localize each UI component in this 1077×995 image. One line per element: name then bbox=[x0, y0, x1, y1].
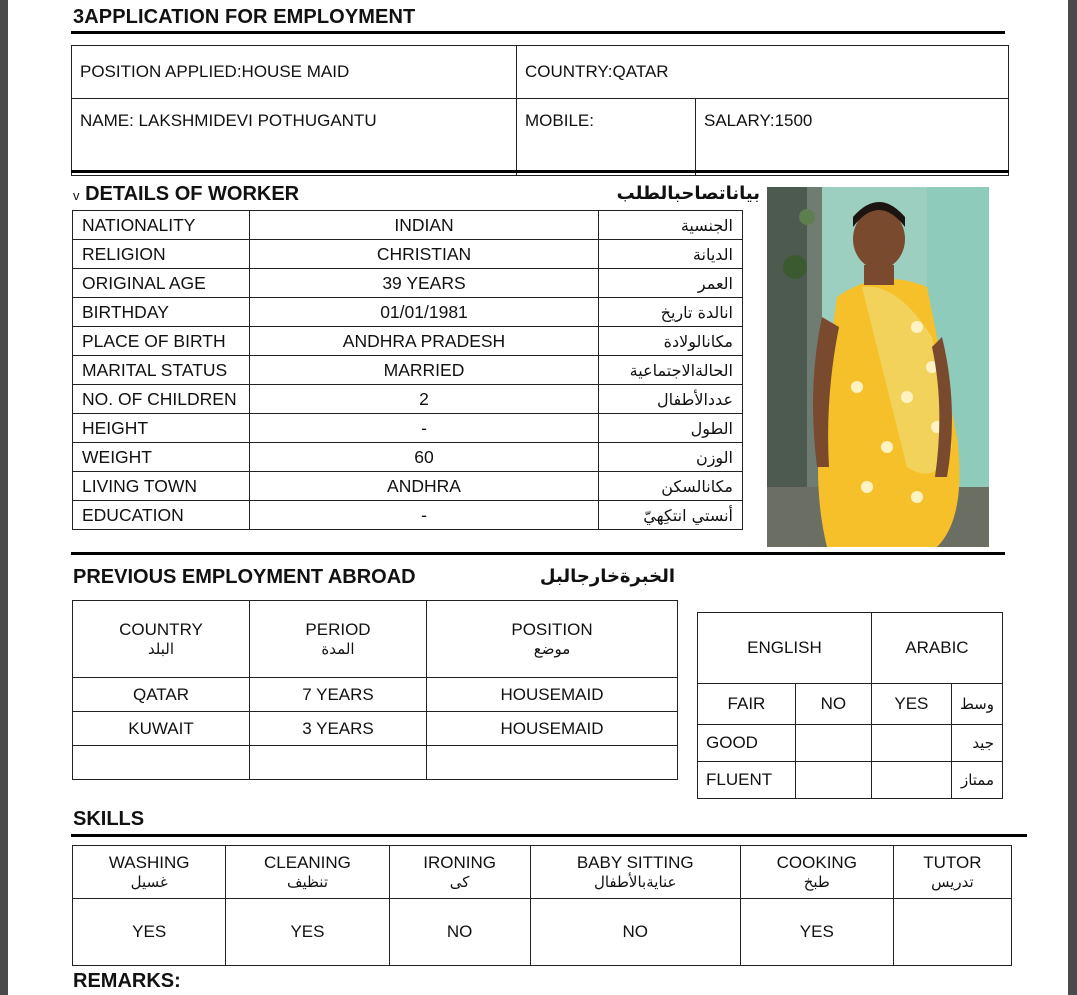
details-row bbox=[73, 472, 743, 501]
details-marker: v bbox=[73, 188, 80, 203]
skill-header bbox=[226, 846, 389, 899]
details-label-arabic: العمر bbox=[599, 269, 743, 298]
header-ar: المدة bbox=[321, 640, 355, 658]
header-en: COUNTRY bbox=[119, 620, 203, 639]
language-level: GOOD bbox=[698, 725, 796, 762]
previous-employment-row bbox=[73, 712, 678, 746]
previous-employment-title: PREVIOUS EMPLOYMENT ABROAD bbox=[73, 566, 416, 588]
details-label-arabic: عددالأطفال bbox=[599, 385, 743, 414]
language-level-arabic: جيد bbox=[951, 725, 1002, 762]
details-label-arabic: مكانالسكن bbox=[599, 472, 743, 501]
details-label: NO. OF CHILDREN bbox=[73, 385, 250, 414]
skill-name-arabic: عنايةبالأطفال bbox=[593, 873, 677, 891]
english-value bbox=[795, 725, 871, 762]
details-label-arabic: الديانة bbox=[599, 240, 743, 269]
skill-name-arabic: طبخ bbox=[803, 873, 830, 891]
details-label-arabic: مكانالولادة bbox=[599, 327, 743, 356]
salary-cell: SALARY:1500 bbox=[696, 99, 1009, 176]
previous-employment-cell: QATAR bbox=[73, 678, 250, 712]
details-value: - bbox=[250, 501, 599, 530]
previous-employment-table bbox=[72, 600, 678, 780]
skill-header bbox=[740, 846, 893, 899]
arabic-header: ARABIC bbox=[871, 613, 1002, 684]
details-label-arabic: الطول bbox=[599, 414, 743, 443]
skill-name-arabic: تنظيف bbox=[286, 873, 328, 891]
details-value: 01/01/1981 bbox=[250, 298, 599, 327]
previous-employment-cell bbox=[427, 746, 678, 780]
language-level: FLUENT bbox=[698, 762, 796, 799]
previous-employment-row bbox=[73, 746, 678, 780]
details-row bbox=[73, 298, 743, 327]
details-label-arabic: الوزن bbox=[599, 443, 743, 472]
worker-details-table bbox=[72, 210, 743, 530]
details-label: NATIONALITY bbox=[73, 211, 250, 240]
arabic-value: YES bbox=[871, 684, 951, 725]
skill-name: IRONING bbox=[423, 853, 496, 872]
details-label: RELIGION bbox=[73, 240, 250, 269]
english-value bbox=[795, 762, 871, 799]
header-ar: البلد bbox=[147, 640, 175, 658]
skill-value: NO bbox=[389, 899, 530, 966]
skill-name: BABY SITTING bbox=[576, 853, 694, 872]
language-row bbox=[698, 725, 1003, 762]
skills-value-row bbox=[73, 899, 1012, 966]
position-applied-cell: POSITION APPLIED:HOUSE MAID bbox=[72, 46, 517, 99]
details-label: BIRTHDAY bbox=[73, 298, 250, 327]
details-value: 39 YEARS bbox=[250, 269, 599, 298]
previous-employment-header bbox=[250, 601, 427, 678]
previous-employment-row bbox=[73, 678, 678, 712]
previous-employment-cell: HOUSEMAID bbox=[427, 678, 678, 712]
previous-employment-cell bbox=[73, 746, 250, 780]
details-value: CHRISTIAN bbox=[250, 240, 599, 269]
details-label: WEIGHT bbox=[73, 443, 250, 472]
previous-employment-header bbox=[427, 601, 678, 678]
language-level: FAIR bbox=[698, 684, 796, 725]
details-row bbox=[73, 501, 743, 530]
name-cell: NAME: LAKSHMIDEVI POTHUGANTU bbox=[72, 99, 517, 176]
details-value: INDIAN bbox=[250, 211, 599, 240]
details-value: 2 bbox=[250, 385, 599, 414]
details-label: PLACE OF BIRTH bbox=[73, 327, 250, 356]
language-table bbox=[697, 612, 1003, 799]
skill-value: YES bbox=[73, 899, 226, 966]
skill-name-arabic: تدريس bbox=[931, 873, 974, 891]
skill-header bbox=[893, 846, 1011, 899]
window-frame-left bbox=[0, 0, 8, 995]
skill-header bbox=[73, 846, 226, 899]
arabic-value bbox=[871, 762, 951, 799]
details-value: - bbox=[250, 414, 599, 443]
language-level-arabic: وسط bbox=[951, 684, 1002, 725]
header-en: POSITION bbox=[511, 620, 593, 639]
skills-table bbox=[72, 845, 1012, 966]
skill-header bbox=[530, 846, 740, 899]
details-label: ORIGINAL AGE bbox=[73, 269, 250, 298]
window-frame-right bbox=[1068, 0, 1077, 995]
previous-employment-cell: 7 YEARS bbox=[250, 678, 427, 712]
details-title: DETAILS OF WORKER bbox=[85, 183, 300, 205]
page-title: 3APPLICATION FOR EMPLOYMENT bbox=[73, 6, 416, 28]
details-label-arabic: انالدة تاريخ bbox=[599, 298, 743, 327]
details-label: MARITAL STATUS bbox=[73, 356, 250, 385]
header-ar: موضع bbox=[533, 640, 571, 658]
application-info-table bbox=[71, 45, 1009, 176]
details-row bbox=[73, 356, 743, 385]
language-level-arabic: ممتاز bbox=[951, 762, 1002, 799]
details-value: ANDHRA bbox=[250, 472, 599, 501]
skill-value: YES bbox=[740, 899, 893, 966]
skill-name-arabic: کی bbox=[449, 873, 470, 891]
skill-name: CLEANING bbox=[264, 853, 351, 872]
details-value: MARRIED bbox=[250, 356, 599, 385]
details-row bbox=[73, 211, 743, 240]
details-value: 60 bbox=[250, 443, 599, 472]
previous-employment-cell: HOUSEMAID bbox=[427, 712, 678, 746]
details-label-arabic: الحالةالاجتماعية bbox=[599, 356, 743, 385]
header-bottom-rule bbox=[71, 170, 1009, 173]
language-row bbox=[698, 684, 1003, 725]
details-label-arabic: الجنسية bbox=[599, 211, 743, 240]
skill-name: WASHING bbox=[108, 853, 190, 872]
details-value: ANDHRA PRADESH bbox=[250, 327, 599, 356]
arabic-value bbox=[871, 725, 951, 762]
skill-value: YES bbox=[226, 899, 389, 966]
details-row bbox=[73, 240, 743, 269]
skills-header-row bbox=[73, 846, 1012, 899]
country-cell: COUNTRY:QATAR bbox=[517, 46, 1009, 99]
skill-value: NO bbox=[530, 899, 740, 966]
skill-name: TUTOR bbox=[923, 853, 982, 872]
mobile-cell: MOBILE: bbox=[517, 99, 696, 176]
skill-name: COOKING bbox=[776, 853, 857, 872]
details-row bbox=[73, 414, 743, 443]
header-en: PERIOD bbox=[305, 620, 371, 639]
previous-employment-cell: 3 YEARS bbox=[250, 712, 427, 746]
previous-employment-cell bbox=[250, 746, 427, 780]
details-row bbox=[73, 443, 743, 472]
language-header-row bbox=[698, 613, 1003, 684]
language-row bbox=[698, 762, 1003, 799]
skills-underline bbox=[71, 834, 1027, 837]
english-header: ENGLISH bbox=[698, 613, 872, 684]
previous-employment-cell: KUWAIT bbox=[73, 712, 250, 746]
details-row bbox=[73, 385, 743, 414]
skill-header bbox=[389, 846, 530, 899]
previous-employment-header bbox=[73, 601, 250, 678]
details-row bbox=[73, 269, 743, 298]
worker-photo bbox=[767, 187, 989, 547]
details-label: EDUCATION bbox=[73, 501, 250, 530]
worker-photo-icon bbox=[767, 187, 989, 547]
details-bottom-rule bbox=[71, 552, 1005, 555]
details-title-arabic: بياناتصاحبالطلب bbox=[616, 183, 760, 204]
details-heading bbox=[73, 183, 299, 206]
details-label-arabic: أنستي انتكِهيّ bbox=[599, 501, 743, 530]
details-label: LIVING TOWN bbox=[73, 472, 250, 501]
details-label: HEIGHT bbox=[73, 414, 250, 443]
previous-employment-header-row bbox=[73, 601, 678, 678]
skill-value bbox=[893, 899, 1011, 966]
remarks-label: REMARKS: bbox=[73, 970, 181, 992]
skills-title: SKILLS bbox=[73, 808, 145, 830]
english-value: NO bbox=[795, 684, 871, 725]
details-row bbox=[73, 327, 743, 356]
skill-name-arabic: غسيل bbox=[130, 873, 168, 891]
previous-employment-title-arabic: الخبرةخارجالبل bbox=[539, 566, 675, 587]
title-underline bbox=[71, 31, 1005, 34]
